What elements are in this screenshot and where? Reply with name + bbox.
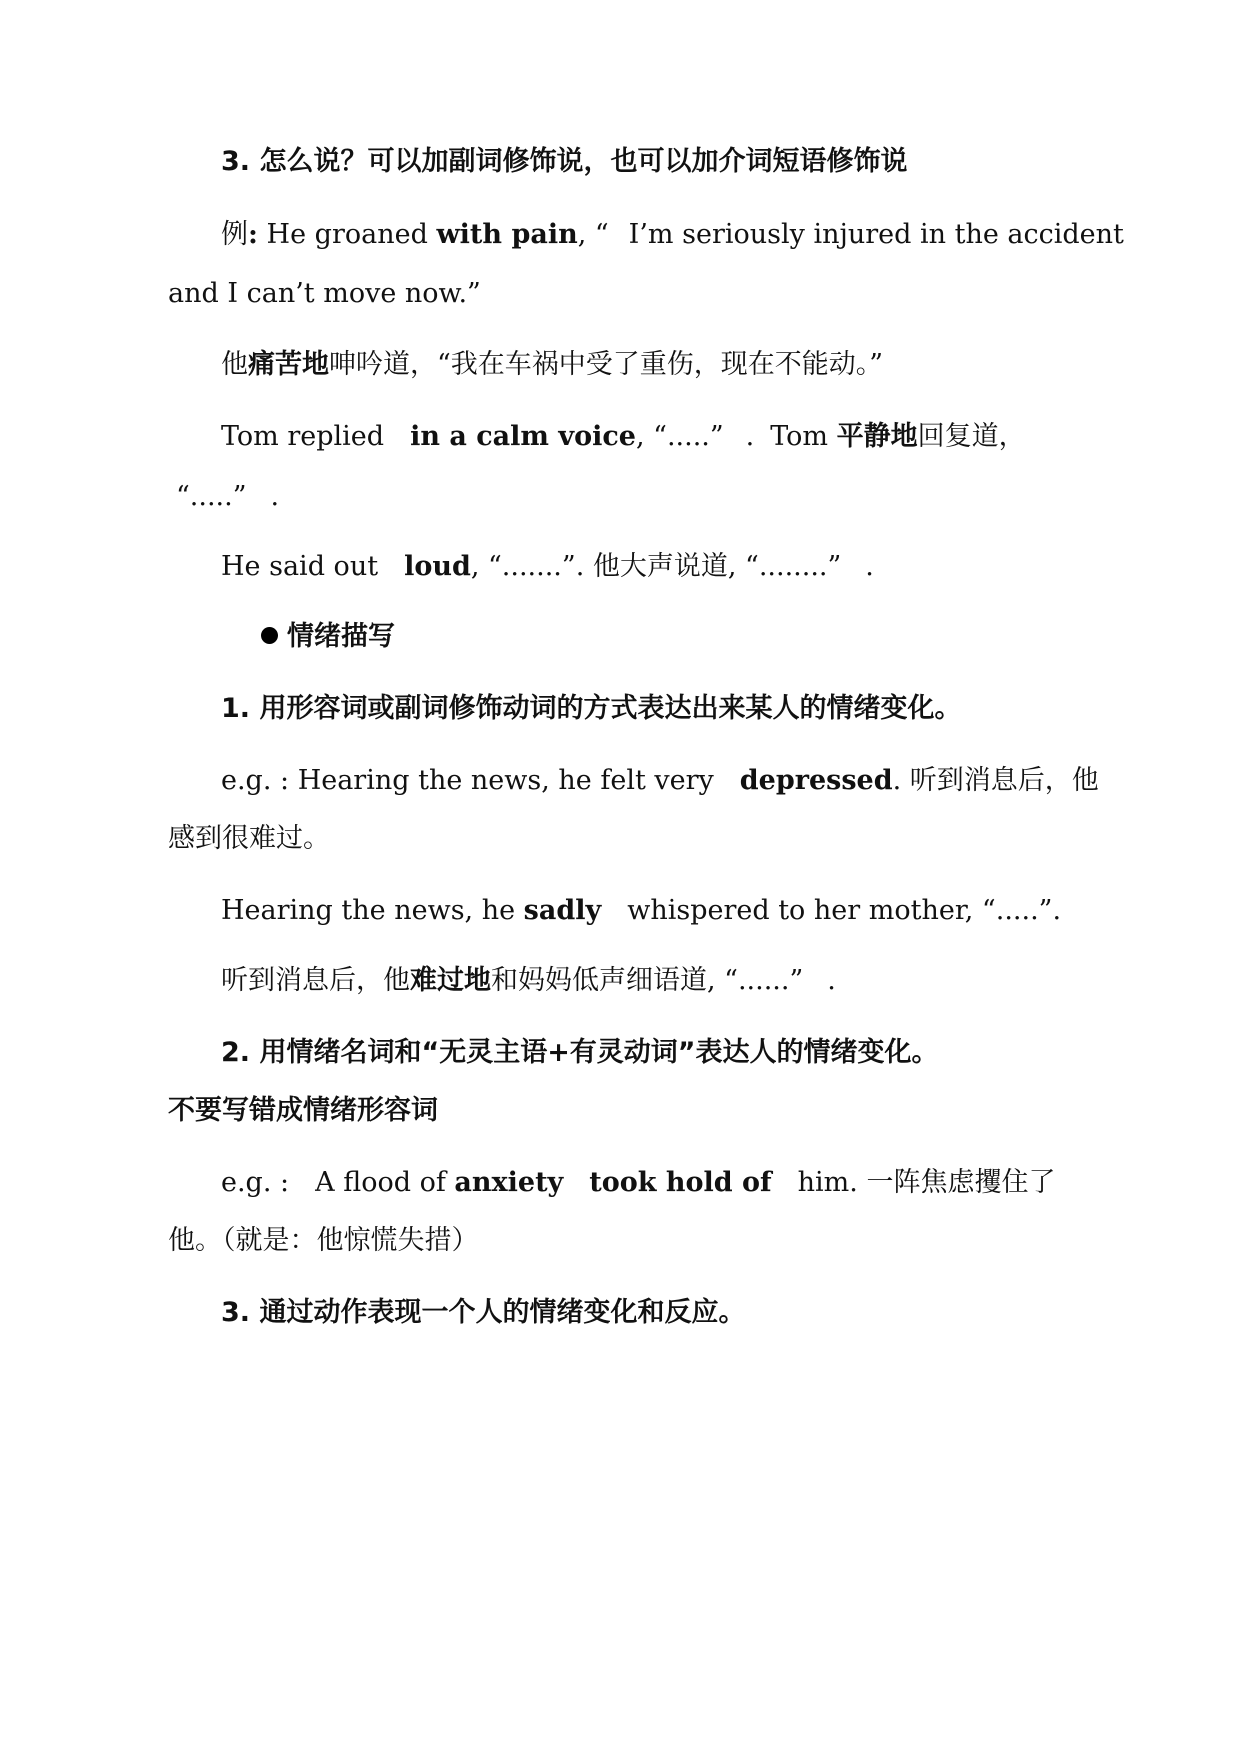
- example-depressed-line2: 感到很难过。: [168, 823, 330, 854]
- bold-word-loud: loud: [404, 551, 471, 582]
- example-text: Tom: [770, 421, 837, 452]
- bold-word-anxiety: anxiety: [454, 1167, 564, 1198]
- example-sadly-chinese: [221, 962, 836, 1000]
- example-text: , “.....”: [635, 421, 724, 452]
- section-title: 情绪描写: [287, 621, 395, 652]
- example-text: .: [827, 965, 836, 996]
- bullet-icon: [261, 627, 278, 644]
- example-text: whispered to her mother, “.....”.: [627, 895, 1062, 926]
- bold-word-depressed: depressed: [739, 765, 893, 796]
- example-text: Hearing the news, he: [221, 895, 524, 926]
- example-text: He said out: [221, 551, 379, 582]
- heading-how-to-say: 3. 怎么说？可以加副词修饰说，也可以加介词短语修饰说: [221, 146, 908, 177]
- example-sadly: [221, 892, 1061, 930]
- example-text: A flood of: [315, 1167, 455, 1198]
- bold-word-sadly: sadly: [523, 895, 602, 926]
- heading-emotion-3: 3. 通过动作表现一个人的情绪变化和反应。: [221, 1297, 746, 1328]
- bold-phrase-tongkudi: 痛苦地: [248, 349, 329, 380]
- example-text: “.....”: [176, 481, 247, 512]
- bold-phrase-with-pain: with pain: [436, 219, 578, 250]
- heading-emotion-1: 1. 用形容词或副词修饰动词的方式表达出来某人的情绪变化。: [221, 693, 962, 724]
- heading-emotion-2-line2: 不要写错成情绪形容词: [168, 1095, 438, 1126]
- example-anxiety-line2: 他。（就是：他惊慌失措）: [168, 1225, 479, 1256]
- example-text: .: [745, 421, 755, 452]
- example-text: 他: [221, 349, 248, 380]
- example-text: , “.......”. 他大声说道, “........”: [470, 551, 842, 582]
- bold-phrase-took-hold-of: took hold of: [589, 1167, 772, 1198]
- section-emotion: [261, 618, 395, 656]
- example-colon: :: [248, 219, 258, 250]
- example-text: e.g. : Hearing the news, he felt very: [221, 765, 714, 796]
- bold-phrase-nanguodi: 难过地: [410, 965, 491, 996]
- bold-phrase-calm-voice: in a calm voice: [410, 421, 636, 452]
- example-text: 回复道，: [917, 421, 1026, 452]
- example-said-loud: [221, 548, 874, 586]
- example-text: I’m seriously injured in the accident: [628, 219, 1124, 250]
- example-text: e.g. :: [221, 1167, 290, 1198]
- heading-emotion-2: 2. 用情绪名词和“无灵主语+有灵动词”表达人的情绪变化。: [221, 1037, 939, 1068]
- example-text: Tom replied: [221, 421, 385, 452]
- example-text: him. 一阵焦虑攫住了: [797, 1167, 1056, 1198]
- example-replied-line2: [176, 478, 279, 516]
- example-text: 和妈妈低声细语道, “......”: [491, 965, 804, 996]
- example-anxiety-line1: [221, 1164, 1055, 1202]
- example-prefix: 例: [221, 219, 248, 250]
- example-text: , “: [577, 219, 609, 250]
- example-groaned-chinese: [221, 346, 883, 384]
- example-groaned-line2: and I can’t move now.”: [168, 278, 481, 309]
- example-text: He groaned: [257, 219, 437, 250]
- example-text: .: [270, 481, 280, 512]
- example-text: 听到消息后，他: [221, 965, 410, 996]
- example-replied-line1: [221, 418, 1026, 456]
- example-depressed-line1: [221, 762, 1099, 800]
- example-text: 呻吟道，“我在车祸中受了重伤，现在不能动。”: [329, 349, 884, 380]
- bold-phrase-pingjingdi: 平静地: [836, 421, 918, 452]
- example-groaned-line1: [221, 216, 1124, 254]
- example-text: . 听到消息后，他: [892, 765, 1099, 796]
- example-text: .: [865, 551, 874, 582]
